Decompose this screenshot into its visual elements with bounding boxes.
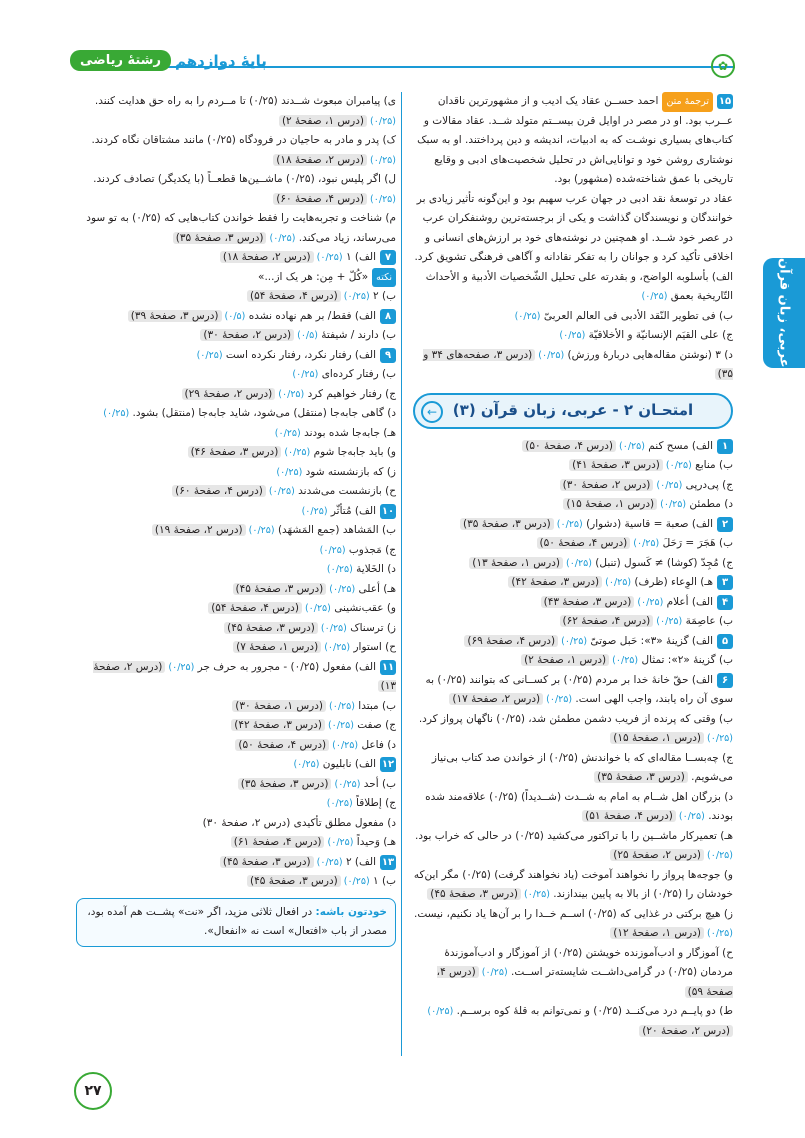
answer-text: ح) بازنشست می‌شدند <box>294 485 396 497</box>
lesson-ref: (درس ۲، صفحۀ ۱۷) <box>449 693 543 705</box>
lesson-ref: (درس ۳، صفحۀ ۴۵) <box>427 888 521 900</box>
answer-text: ب) مبتدا <box>354 699 396 712</box>
lesson-ref: (درس ۳، صفحۀ ۴۳) <box>541 596 635 608</box>
score-mark: (۰/۲۵) <box>478 967 508 978</box>
score-mark: (۰/۲۵) <box>704 928 733 939</box>
answer-row <box>413 905 733 944</box>
score-mark: (۰/۲۵) <box>602 577 632 588</box>
exam-banner <box>413 393 733 429</box>
answer-row <box>76 365 396 385</box>
lesson-ref: (درس ۱، صفحۀ ۱۳) <box>469 557 563 569</box>
lesson-ref: (درس ۳، صفحۀ ۴۱) <box>569 459 663 471</box>
answer-row <box>413 268 733 307</box>
question-number: ۷ <box>380 250 396 265</box>
score-mark: (۰/۲۵) <box>292 369 319 380</box>
header-title <box>70 50 267 71</box>
answer-row <box>413 346 733 385</box>
score-mark: (۰/۲۵) <box>317 622 347 634</box>
lesson-ref: (درس ۴، صفحۀ ۵۴) <box>247 290 341 302</box>
answer-row <box>413 671 733 710</box>
lesson-ref: (درس ۴، صفحۀ ۵۹) <box>436 966 733 998</box>
answer-row <box>76 209 396 248</box>
answer-text: الف) حقّ خانۀ خدا بر مردم (۰/۲۵) بر کســانی که بتوانند (۰/۲۵) به سوی آن راه یابند، واجب الهی است. <box>425 673 733 705</box>
lesson-ref: (درس ۲، صفحۀ ۳۰) <box>200 329 294 341</box>
answer-text: الف) مفعول (۰/۲۵) - مجرور به حرف جر <box>194 660 376 673</box>
score-mark: (۰/۲۵) <box>165 661 195 673</box>
answer-text: ح) استوار <box>350 641 396 653</box>
answer-row <box>76 872 396 892</box>
answer-row <box>76 853 396 873</box>
score-mark: (۰/۲۵) <box>630 538 660 549</box>
lesson-ref: (درس ۴، صفحۀ ۵۰) <box>522 440 616 452</box>
score-mark: (۰/۲۵) <box>324 837 354 848</box>
score-mark: (۰/۲۵) <box>520 889 550 900</box>
question-number: ۳ <box>717 575 733 590</box>
score-mark: (۰/۲۵) <box>543 694 573 705</box>
answer-row <box>76 814 396 834</box>
left-answers <box>76 92 396 892</box>
score-mark: (۰/۲۵) <box>313 856 343 868</box>
answer-text: د) مفعول مطلق تأکیدی (درس ۲، صفحۀ ۳۰) <box>202 816 396 829</box>
answer-text: الف) ۲ <box>342 855 376 868</box>
answer-text: عقاد در توسعۀ نقد ادبی در جهان عرب سهیم بود و این‌گونه تأثیر زیادی بر خوانندگان و نویسندگان گذاشت و یکی از برجسته‌ترین روشنفکران عرب در عصر خود شــد. او همچنین در نوشته‌های خود بر ارزش‌های انسانی و اخلاقی تأکید کرد و جوانان را به تفکر نقادانه و آگاهی فرهنگی تشویق کرد. <box>414 192 733 263</box>
score-mark: (۰/۲۵) <box>293 759 320 770</box>
answer-row <box>76 404 396 424</box>
side-tab <box>763 258 805 368</box>
lesson-ref: (درس ۱، صفحۀ ۳۰) <box>232 700 326 712</box>
lesson-ref: (درس ۳، صفحۀ ۴۶) <box>188 446 282 458</box>
answer-row <box>76 482 396 502</box>
answer-text: د) فاعل <box>358 738 396 751</box>
answer-row <box>76 736 396 756</box>
answer-row <box>76 541 396 561</box>
lesson-ref: (درس ۲، صفحۀ ۲۵) <box>610 849 704 861</box>
answer-row <box>413 1002 733 1041</box>
answer-text: د) گاهی جابه‌جا (منتقل) می‌شود، شاید جابه‌جا (منتقل) بشود. <box>129 407 396 419</box>
score-mark: (۰/۲۵) <box>265 486 295 497</box>
question-number: ۱۲ <box>381 759 395 770</box>
score-mark: (۰/۲۵) <box>245 525 275 536</box>
score-mark: (۰/۲۵) <box>634 596 664 608</box>
score-mark: (۰/۲۵) <box>657 499 687 510</box>
answer-row <box>76 775 396 795</box>
answer-text: «کُلّ + مِن: هر یک از...» <box>258 270 369 283</box>
answer-text: و) باید جابه‌جا شوم <box>310 446 396 458</box>
score-mark: (۰/۲۵) <box>340 291 370 302</box>
answer-row <box>76 716 396 736</box>
answer-text: ج) مَجذوب <box>345 543 396 556</box>
page-header <box>0 0 805 100</box>
answer-row <box>76 463 396 483</box>
score-mark: (۰/۲۵) <box>301 505 328 517</box>
score-mark: (۰/۵) <box>221 310 246 322</box>
answer-row <box>76 268 396 288</box>
question-number: ۸ <box>380 309 396 324</box>
lesson-ref: (درس ۳، صفحۀ ۳۵) <box>460 518 554 530</box>
answer-text: ب) فی تطویر النّقد الأدبی فی العالم العربیّ <box>540 309 733 322</box>
answer-row <box>413 827 733 866</box>
tip-box <box>76 898 396 947</box>
answer-text: ج) رفتار خواهیم کرد <box>304 387 396 400</box>
answer-row <box>76 346 396 366</box>
note-tag: نکته <box>372 268 396 288</box>
answer-text: ب) عاصِمَة <box>682 615 733 627</box>
answer-row <box>413 651 733 671</box>
answer-row <box>413 307 733 327</box>
answer-text: الف) ۱ <box>342 251 376 263</box>
answer-row <box>76 658 396 697</box>
score-mark: (۰/۲۵) <box>553 518 583 530</box>
score-mark: (۰/۲۵) <box>641 291 668 302</box>
answer-row <box>413 456 733 476</box>
lesson-ref: (درس ۳، صفحه‌های ۳۴ و ۳۵) <box>423 348 733 380</box>
answer-text: ب) هَجَرَ = رَحَلَ <box>659 537 733 549</box>
answer-text: هـ) أعلی <box>355 582 396 595</box>
score-mark: (۰/۲۵) <box>653 479 683 491</box>
answer-text: ج) إطلاقاً <box>352 797 396 809</box>
lesson-ref: (درس ۴، صفحۀ ۶۹) <box>464 635 558 647</box>
lesson-ref: (درس ۴، صفحۀ ۵۰) <box>537 537 631 549</box>
lesson-ref: (درس ۲، صفحۀ ۳۰) <box>560 479 654 491</box>
answer-row <box>76 287 396 307</box>
score-mark: (۰/۲۵) <box>562 557 592 569</box>
answer-row <box>76 619 396 639</box>
score-mark: (۰/۲۵) <box>329 739 359 751</box>
lesson-ref: (درس ۱، صفحۀ ۱۵) <box>610 732 704 744</box>
right-column <box>413 92 733 1041</box>
question-number: ۹ <box>380 348 396 363</box>
answer-text: الف) رفتار نکرد، رفتار نکرده است <box>222 348 376 361</box>
side-tab-label: عربی، زبان قرآن <box>776 258 792 368</box>
answer-text: و) جوجه‌ها پرواز را نخواهند آموخت (یاد نخواهند گرفت) (۰/۲۵) مگر این‌که خودشان را (۰/۲۵) از بالا به پایین بیندازند. <box>413 868 733 900</box>
publisher-logo-icon: ✿ <box>711 54 735 78</box>
answer-text: ز) که بازنشسته شود <box>302 465 396 478</box>
answer-text: الف) صعبة = قاسیة (دشوار) <box>582 517 713 530</box>
answer-row <box>76 443 396 463</box>
right-top-answers <box>413 92 733 385</box>
score-mark: (۰/۲۵) <box>325 700 355 712</box>
score-mark: (۰/۲۵) <box>653 616 683 627</box>
answer-text: ج) علی القیَم الإنسانیّة و الأخلاقیّة <box>585 329 733 341</box>
answer-text: الف) مُتأثّر <box>327 504 376 517</box>
score-mark: (۰/۲۵) <box>276 466 303 478</box>
lesson-ref: (درس ۴، صفحۀ ۶۰) <box>273 193 367 205</box>
answer-text: الف) بأسلوبه الواضح، و بقدرته علی تحلیل الشّخصیات الأدبیة و الأحداث التّاریخیة بعمق <box>425 270 733 302</box>
lesson-ref: (درس ۱، صفحۀ ۷) <box>233 641 321 653</box>
score-mark: (۰/۲۵) <box>558 635 588 647</box>
question-number: ۱۰ <box>381 505 395 517</box>
answer-row <box>413 515 733 535</box>
answer-row <box>413 190 733 268</box>
answer-row <box>413 554 733 574</box>
header-grade: پایۀ دوازدهم <box>174 51 267 70</box>
lesson-ref: (درس ۴، صفحۀ ۵۴) <box>208 602 302 614</box>
answer-text: م) شناخت و تجربه‌هایت را فقط خواندن کتاب‌هایی که (۰/۲۵) به تو سود می‌رساند، زیاد می‌کند. <box>86 212 396 244</box>
answer-text: و) عقب‌نشینی <box>330 602 396 614</box>
score-mark: (۰/۲۵) <box>367 115 396 127</box>
answer-row <box>413 710 733 749</box>
lesson-ref: (درس ۳، صفحۀ ۴۵) <box>220 856 314 868</box>
answer-text: ب) رفتار کرده‌ای <box>318 368 396 380</box>
answer-text: الف) أعلام <box>663 595 713 608</box>
answer-text: د) ۳ (نوشتن مقاله‌هایی دربارۀ ورزش) <box>564 348 733 361</box>
column-divider <box>401 92 402 1056</box>
answer-row <box>413 944 733 1003</box>
answer-row <box>413 788 733 827</box>
question-number: ۵ <box>717 634 733 649</box>
score-mark: (۰/۲۵) <box>326 583 356 595</box>
answer-row <box>413 534 733 554</box>
lesson-ref: (درس ۴، صفحۀ ۶۱) <box>231 836 325 848</box>
answer-row <box>413 326 733 346</box>
answer-row <box>76 170 396 209</box>
score-mark: (۰/۲۵) <box>609 655 639 666</box>
score-mark: (۰/۲۵) <box>559 330 586 341</box>
answer-text: د) الخَلایة <box>352 563 396 575</box>
answer-text: ج) مُجِدّ (کوشا) ≠ کَسول (تنبل) <box>591 556 733 569</box>
question-number: ۱۱ <box>381 661 395 673</box>
lesson-ref: (درس ۲، صفحۀ ۱۹) <box>152 524 246 536</box>
answer-row <box>76 560 396 580</box>
answer-text: ب) دارند / شیفتهٔ <box>317 329 396 341</box>
answer-text: ب) أحد <box>360 777 396 790</box>
score-mark: (۰/۲۵) <box>662 460 692 471</box>
score-mark: (۰/۲۵) <box>319 544 346 556</box>
answer-row <box>413 632 733 652</box>
question-number: ۲ <box>717 517 733 532</box>
lesson-ref: (درس ۴، صفحۀ ۶۲) <box>560 615 654 627</box>
answer-tag: ترجمۀ متن <box>662 92 713 112</box>
answer-text: ب) وقتی که پرنده از فریب دشمن مطمئن شد، (۰/۲۵) ناگهان پرواز کرد. <box>418 712 733 725</box>
lesson-ref: (درس ۲، صفحۀ ۱۸) <box>273 154 367 166</box>
answer-text: ب) گزینۀ «۲»: تمثال <box>638 654 733 666</box>
score-mark: (۰/۲۵) <box>281 447 311 458</box>
left-column <box>76 92 396 947</box>
answer-text: ج) پی‌درپی <box>682 478 733 491</box>
answer-text: ط) دو پایــم درد می‌کنــد (۰/۲۵) و نمی‌توانم به قلۀ کوه برســم. <box>453 1005 733 1017</box>
answer-text: ی) پیامبران مبعوث شــدند (۰/۲۵) تا مــردم را به راه حق هدایت کنند. <box>94 95 396 107</box>
lesson-ref: (درس ۳، صفحۀ ۴۲) <box>231 719 325 731</box>
score-mark: (۰/۲۵) <box>301 603 331 614</box>
answer-text: ب) ۲ <box>369 290 396 302</box>
score-mark: (۰/۲۵) <box>266 232 296 244</box>
question-number: ۱۳ <box>381 856 395 868</box>
score-mark: (۰/۲۵) <box>675 811 705 822</box>
answer-row <box>76 755 396 775</box>
answer-text: ک) پدر و مادر به حاجیان در فرودگاه (۰/۲۵) مانند مشتاقان نگاه کردند. <box>91 134 396 146</box>
lesson-ref: (درس ۴، صفحۀ ۵۱) <box>582 810 676 822</box>
lesson-ref: (درس ۱، صفحۀ ۱۲) <box>610 927 704 939</box>
score-mark: (۰/۲۵) <box>103 408 130 419</box>
lesson-ref: (درس ۳، صفحۀ ۳۵) <box>238 778 332 790</box>
question-number: ۱ <box>717 439 733 454</box>
answer-text: الف) گزینۀ «۳»: حَبل صوتیّ <box>587 634 713 647</box>
score-mark: (۰/۲۵) <box>324 720 354 731</box>
answer-row <box>413 573 733 593</box>
answer-row <box>413 495 733 515</box>
score-mark: (۰/۲۵) <box>535 349 565 361</box>
answer-row <box>76 521 396 541</box>
answer-text: هـ) الوِعاء (ظرف) <box>631 576 713 588</box>
answer-row <box>413 612 733 632</box>
lesson-ref: (درس ۲، صفحۀ ۲۰) <box>639 1025 733 1037</box>
lesson-ref: (درس ۲، صفحۀ ۱۳) <box>93 660 396 692</box>
answer-text: هـ) وَحیداً <box>353 836 396 848</box>
answer-row <box>76 794 396 814</box>
answer-text: الف) مسح کنم <box>644 439 713 452</box>
score-mark: (۰/۵) <box>294 330 318 341</box>
lesson-ref: (درس ۴، صفحۀ ۶۰) <box>172 485 266 497</box>
answer-text: الف) نابلیون <box>319 758 376 770</box>
answer-text: ب) منابع <box>691 459 733 471</box>
answer-text: ح) آموزگار و ادب‌آموزنده خویشتن (۰/۲۵) از آموزگار و ادب‌آموزندۀ مردمان (۰/۲۵) در گرامی‌داشــت شایسته‌تر اســت. <box>444 946 733 978</box>
lesson-ref: (درس ۳، صفحۀ ۳۹) <box>128 310 222 322</box>
answer-text: احمد حســن عقاد یک ادیب و از مشهورترین ناقدان عــرب بود. او در مصر در اوایل قرن بیســتم متولد شــد. عقاد مقالات و کتاب‌های بسیاری نوشـت که به ادبیات، اندیشه و دین پرداختند. او به سبک نوشتاری روشن خود و توانایی‌اش در تحلیل شخصیت‌های ادبی و وقایع تاریخی با عمق شناخته‌شده (مشهور) بود. <box>417 95 733 185</box>
answer-row <box>76 92 396 131</box>
answer-text: ب) المَشاهد (جمع المَشهَد) <box>274 524 396 536</box>
answer-row <box>76 131 396 170</box>
score-mark: (۰/۲۵) <box>326 564 353 575</box>
answer-text: ل) اگر پلیس نبود، (۰/۲۵) ماشــین‌ها قطعــاً (با یکدیگر) تصادف کردند. <box>93 173 396 185</box>
page-number: ۲۷ <box>74 1072 112 1110</box>
lesson-ref: (درس ۳، صفحۀ ۴۵) <box>224 622 318 634</box>
answer-row <box>76 307 396 327</box>
lesson-ref: (درس ۳، صفحۀ ۳۵) <box>594 771 688 783</box>
tip-text: در افعال ثلاثی مزید، اگر «نت» پشــت هم آمده بود، مصدر از باب «افتعال» است نه «انفعال». <box>87 905 387 937</box>
score-mark: (۰/۲۵) <box>196 349 223 361</box>
answer-text: هـ) جابه‌جا شده بودند <box>300 426 396 439</box>
answer-row <box>76 248 396 268</box>
exam-title: امتحـان ۲ - عربی، زبان قرآن (۳) <box>452 400 694 419</box>
score-mark: (۰/۲۵) <box>326 798 353 809</box>
score-mark: (۰/۲۵) <box>704 850 733 861</box>
question-number: ۴ <box>717 595 733 610</box>
answer-text: ب) ۱ <box>369 875 396 887</box>
header-field: رشتۀ ریاضی <box>70 50 171 71</box>
answer-text: الف) فقط/ بر هم نهاده نشده <box>245 309 376 322</box>
lesson-ref: (درس ۳، صفحۀ ۳۵) <box>173 232 267 244</box>
lesson-ref: (درس ۱، صفحۀ ۲) <box>521 654 609 666</box>
answer-row <box>413 749 733 788</box>
arrow-left-icon: ← <box>421 401 443 423</box>
answer-row <box>413 866 733 905</box>
answer-row <box>413 476 733 496</box>
answer-row <box>76 326 396 346</box>
answer-row <box>413 92 733 190</box>
lesson-ref: (درس ۲، صفحۀ ۱۸) <box>220 251 314 263</box>
lesson-ref: (درس ۳، صفحۀ ۴۲) <box>508 576 602 588</box>
score-mark: (۰/۲۵) <box>331 778 361 790</box>
score-mark: (۰/۲۵) <box>321 642 351 653</box>
lesson-ref: (درس ۱، صفحۀ ۱۵) <box>563 498 657 510</box>
answer-text: ج) صفت <box>353 719 396 731</box>
score-mark: (۰/۲۵) <box>704 733 733 744</box>
score-mark: (۰/۲۵) <box>313 252 343 263</box>
answer-text: ز) ترسناک <box>346 621 396 634</box>
score-mark: (۰/۲۵) <box>274 427 301 439</box>
answer-row <box>413 593 733 613</box>
answer-text: ج) چه‌بســا مقاله‌ای که با خواندنش (۰/۲۵) از خواندن صد کتاب بی‌نیاز می‌شویم. <box>431 751 733 783</box>
answer-row <box>76 833 396 853</box>
score-mark: (۰/۲۵) <box>275 388 305 400</box>
tip-label: خودتون باشه: <box>315 905 387 918</box>
question-number: ۶ <box>717 673 733 688</box>
score-mark: (۰/۲۵) <box>616 440 645 452</box>
lesson-ref: (درس ۲، صفحۀ ۲۹) <box>182 388 276 400</box>
answer-text: هـ) تعمیرکار ماشــین را با تراکتور می‌کشید (۰/۲۵) در حالی که خراب بود. <box>415 829 733 842</box>
answer-text: د) مطمئن <box>686 498 733 510</box>
answer-row <box>76 424 396 444</box>
answer-row <box>76 580 396 600</box>
question-number: ۱۵ <box>718 96 732 107</box>
score-mark: (۰/۲۵) <box>367 154 396 166</box>
lesson-ref: (درس ۳، صفحۀ ۴۵) <box>233 583 327 595</box>
answer-row <box>413 437 733 457</box>
lesson-ref: (درس ۴، صفحۀ ۵۰) <box>235 739 329 751</box>
answer-row <box>76 502 396 522</box>
answer-row <box>76 599 396 619</box>
right-exam-answers <box>413 437 733 1042</box>
answer-text: د) بزرگان اهل شــام به امام به شــدت (شــدیداً) (۰/۲۵) علاقه‌مند شده بودند. <box>425 790 733 822</box>
score-mark: (۰/۲۵) <box>427 1006 454 1017</box>
lesson-ref: (درس ۳، صفحۀ ۴۵) <box>247 875 341 887</box>
score-mark: (۰/۲۵) <box>514 310 541 322</box>
score-mark: (۰/۲۵) <box>340 876 370 887</box>
score-mark: (۰/۲۵) <box>367 193 396 205</box>
answer-text: ز) هیچ برکتی در غذایی که (۰/۲۵) اســم خــدا را بر آن‌ها یاد نکنیم، نیست. <box>414 907 733 920</box>
answer-row <box>76 697 396 717</box>
lesson-ref: (درس ۱، صفحۀ ۲) <box>279 115 367 127</box>
answer-row <box>76 638 396 658</box>
answer-row <box>76 385 396 405</box>
